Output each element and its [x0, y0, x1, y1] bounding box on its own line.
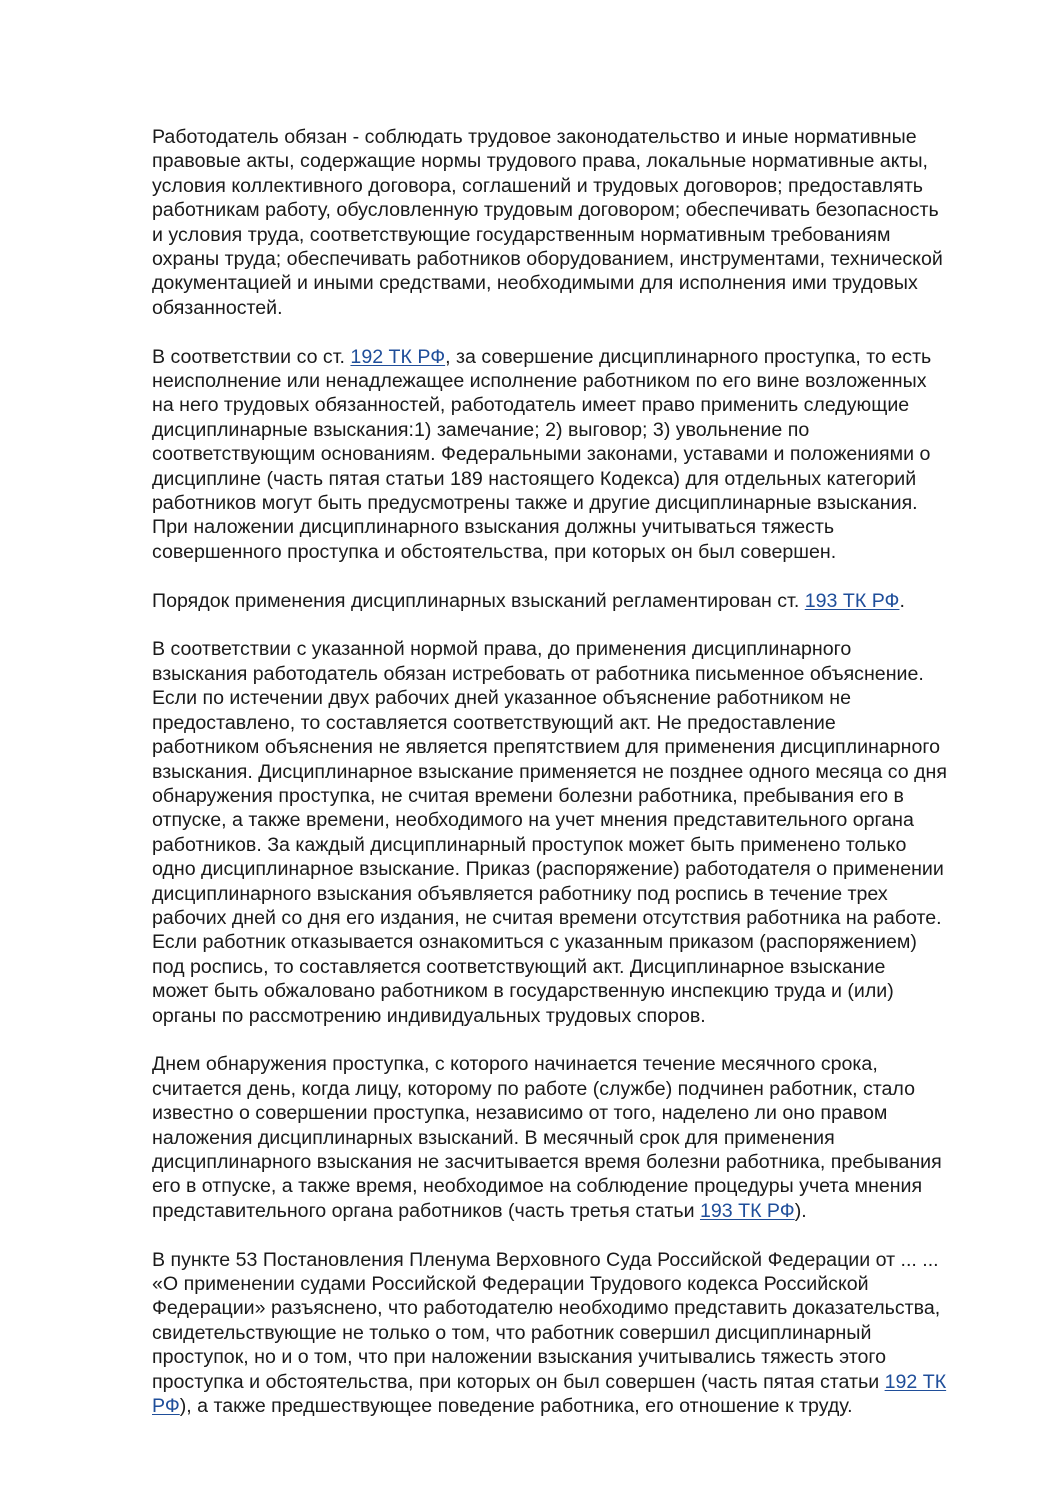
- text-segment: .: [899, 589, 905, 612]
- text-segment: проступка и обстоятельства, при которых он был совершен (часть пятая статьи: [152, 1370, 885, 1393]
- text-line: [152, 1199, 1002, 1223]
- text-line: Работодатель обязан - соблюдать трудовое законодательство и иные нормативные: [152, 126, 917, 148]
- text-line: его в отпуске, а также время, необходимое на соблюдение процедуры учета мнения: [152, 1175, 923, 1198]
- text-line: проступок, но и о том, что при наложении взыскания учитывались тяжесть этого: [152, 1346, 886, 1369]
- link-192-tk-rf[interactable]: 192 ТК: [884, 1370, 947, 1393]
- text-line: известно о совершении проступка, независимо от того, наделено ли оно правом: [152, 1102, 888, 1125]
- text-line: дисциплинарные взыскания:1) замечание; 2) выговор; 3) увольнение по: [152, 418, 810, 441]
- text-line: правовые акты, содержащие нормы трудового права, локальные нормативные акты,: [152, 150, 928, 173]
- text-line: органы по рассмотрению индивидуальных трудовых споров.: [152, 1004, 706, 1027]
- text-line: Если работник отказывается ознакомиться с указанным приказом (распоряжением): [152, 931, 917, 954]
- text-line: работников. За каждый дисциплинарный проступок может быть применено только: [152, 833, 907, 856]
- text-line: неисполнение или ненадлежащее исполнение работником по его вине возложенных: [152, 370, 927, 393]
- text-line: В соответствии с указанной нормой права, до применения дисциплинарного: [152, 638, 852, 661]
- text-line: может быть обжаловано работником в государственную инспекцию труда и (или): [152, 980, 894, 1003]
- text-line: под роспись, то составляется соответствующий акт. Дисциплинарное взыскание: [152, 955, 886, 978]
- paragraph-supreme-court-plenum: [152, 1248, 1002, 1419]
- link-192-tk-rf[interactable]: 192 ТК РФ: [350, 345, 446, 368]
- text-line: Если по истечении двух рабочих дней указанное объяснение работником не: [152, 687, 852, 710]
- paragraph-employer-obligations: [152, 125, 1002, 320]
- link-193-tk-rf[interactable]: 193 ТК РФ: [804, 589, 900, 612]
- text-line: совершенного проступка и обстоятельства, при которых он был совершен.: [152, 540, 837, 563]
- text-line: документацией и иными средствами, необходимыми для исполнения ими трудовых: [152, 272, 918, 295]
- link-192-tk-rf[interactable]: РФ: [152, 1395, 180, 1418]
- text-segment: ), а также предшествующее поведение работника, его отношение к труду.: [179, 1395, 853, 1418]
- text-line: охраны труда; обеспечивать работников оборудованием, инструментами, технической: [152, 248, 943, 271]
- text-line: свидетельствующие не только о том, что работник совершил дисциплинарный: [152, 1321, 872, 1344]
- text-line: работникам работу, обусловленную трудовым договором; обеспечивать безопасность: [152, 199, 939, 222]
- text-line: считается день, когда лицу, которому по работе (службе) подчинен работник, стало: [152, 1077, 915, 1100]
- text-line: дисциплине (часть пятая статьи 189 настоящего Кодекса) для отдельных категорий: [152, 467, 917, 490]
- text-line: соответствующим основаниям. Федеральными законами, уставами и положениями о: [152, 443, 931, 466]
- text-line: на него трудовых обязанностей, работодатель имеет право применить следующие: [152, 394, 910, 417]
- text-line: обязанностей.: [152, 296, 283, 319]
- text-line: обнаружения проступка, не считая времени болезни работника, пребывания его в: [152, 784, 904, 807]
- text-line: «О применении судами Российской Федерации Трудового кодекса Российской: [152, 1273, 869, 1296]
- text-line: работником объяснения не является препятствием для применения дисциплинарного: [152, 736, 940, 759]
- paragraph-explanation-requirement: [152, 637, 1002, 1028]
- text-line: одно дисциплинарное взыскание. Приказ (распоряжение) работодателя о применении: [152, 858, 944, 881]
- text-segment: , за совершение дисциплинарного проступка, то есть: [445, 345, 932, 368]
- text-line: В пункте 53 Постановления Пленума Верховного Суда Российской Федерации от ... ...: [152, 1248, 939, 1271]
- text-line: [152, 345, 1002, 369]
- text-line: При наложении дисциплинарного взыскания должны учитываться тяжесть: [152, 516, 835, 539]
- text-segment: представительного органа работников (часть третья статьи: [152, 1199, 700, 1222]
- text-line: дисциплинарного взыскания объявляется работнику под роспись в течение трех: [152, 882, 888, 905]
- paragraph-procedure: [152, 589, 1002, 613]
- text-line: и условия труда, соответствующие государственным нормативным требованиям: [152, 223, 891, 246]
- paragraph-article-192: [152, 345, 1002, 565]
- document-body: [152, 125, 1002, 1443]
- text-line: [152, 1370, 1002, 1394]
- text-line: взыскания. Дисциплинарное взыскание применяется не позднее одного месяца со дня: [152, 760, 947, 783]
- link-193-tk-rf[interactable]: 193 ТК РФ: [699, 1199, 795, 1222]
- text-line: работников могут быть предусмотрены также и другие дисциплинарные взыскания.: [152, 492, 918, 515]
- text-line: отпуске, а также времени, необходимого на учет мнения представительного органа: [152, 809, 914, 832]
- text-line: предоставлено, то составляется соответствующий акт. Не предоставление: [152, 711, 836, 734]
- text-line: условия коллективного договора, соглашений и трудовых договоров; предоставлять: [152, 174, 923, 197]
- text-line: [152, 589, 1002, 613]
- text-line: Федерации» разъяснено, что работодателю необходимо представить доказательства,: [152, 1297, 941, 1320]
- text-line: дисциплинарного взыскания не засчитывается время болезни работника, пребывания: [152, 1151, 942, 1173]
- text-line: взыскания работодатель обязан истребовать от работника письменное объяснение.: [152, 662, 924, 685]
- text-line: наложения дисциплинарных взысканий. В месячный срок для применения: [152, 1126, 835, 1149]
- text-line: рабочих дней со дня его издания, не считая времени отсутствия работника на работе.: [152, 906, 942, 929]
- text-segment: ).: [794, 1199, 807, 1222]
- text-segment: В соответствии со ст.: [152, 345, 351, 368]
- text-line: [152, 1394, 1002, 1418]
- text-line: Днем обнаружения проступка, с которого начинается течение месячного срока,: [152, 1053, 878, 1076]
- paragraph-discovery-day: [152, 1052, 1002, 1223]
- text-segment: Порядок применения дисциплинарных взысканий регламентирован ст.: [152, 589, 805, 612]
